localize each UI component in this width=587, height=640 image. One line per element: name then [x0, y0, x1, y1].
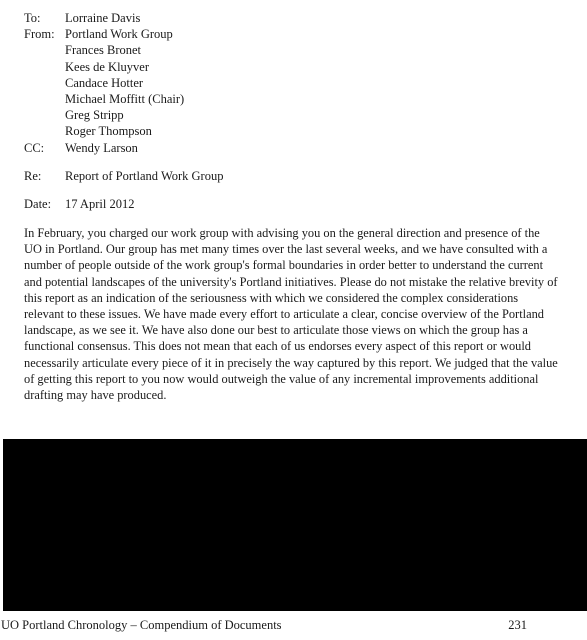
- to-label: To:: [24, 11, 41, 25]
- member-name: Frances Bronet: [65, 43, 142, 58]
- from-member: [24, 107, 184, 123]
- page-number: 231: [508, 618, 527, 632]
- page-footer: [0, 618, 587, 633]
- member-name: Candace Hotter: [65, 75, 144, 90]
- from-row: [24, 26, 184, 42]
- from-member: [24, 123, 184, 139]
- re-label: Re:: [24, 169, 42, 183]
- memo-body-paragraph: In February, you charged our work group with advising you on the general direction and presence of the UO in Portland. Our group has met many times over the last several weeks, and we have consulted with a number of people outside of the work group's formal boundaries in order better to understand the current and potential landscapes of the university's Portland initiatives. Please do not mistake the relative brevity of this report as an indication of the seriousness with which we considered the complex considerations relevant to these issues. We have made every effort to articulate a clear, concise overview of the Portland landscape, as we see it. We have also done our best to articulate those views on which the group has a functional consensus. This does not mean that each of us endorses every aspect of this report or would necessarily articulate every piece of it in precisely the way captured by this report. We judged that the value of getting this report to you now would outweigh the value of any incremental improvements additional drafting may have produced.: [24, 226, 558, 403]
- redacted-block: [3, 439, 587, 611]
- subject-row: [24, 169, 223, 184]
- date-label: Date:: [24, 197, 52, 211]
- from-sender: Portland Work Group: [65, 27, 173, 42]
- memo-header: [24, 10, 184, 156]
- footer-title: UO Portland Chronology – Compendium of Documents: [1, 618, 282, 632]
- member-name: Kees de Kluyver: [65, 59, 149, 74]
- from-member: [24, 59, 184, 75]
- cc-label: CC:: [24, 140, 45, 155]
- to-recipient: Lorraine Davis: [65, 11, 141, 25]
- member-name: Greg Stripp: [65, 108, 124, 123]
- from-label: From:: [24, 27, 55, 42]
- from-member: [24, 42, 184, 58]
- member-name: Roger Thompson: [65, 124, 152, 139]
- cc-row: [24, 140, 184, 156]
- from-member: [24, 75, 184, 91]
- member-name: Michael Moffitt (Chair): [65, 92, 185, 107]
- cc-recipient: Wendy Larson: [65, 140, 138, 155]
- to-row: [24, 10, 184, 26]
- date-row: [24, 197, 134, 212]
- from-member: [24, 91, 184, 107]
- subject: Report of Portland Work Group: [65, 169, 224, 183]
- date-value: 17 April 2012: [65, 197, 135, 211]
